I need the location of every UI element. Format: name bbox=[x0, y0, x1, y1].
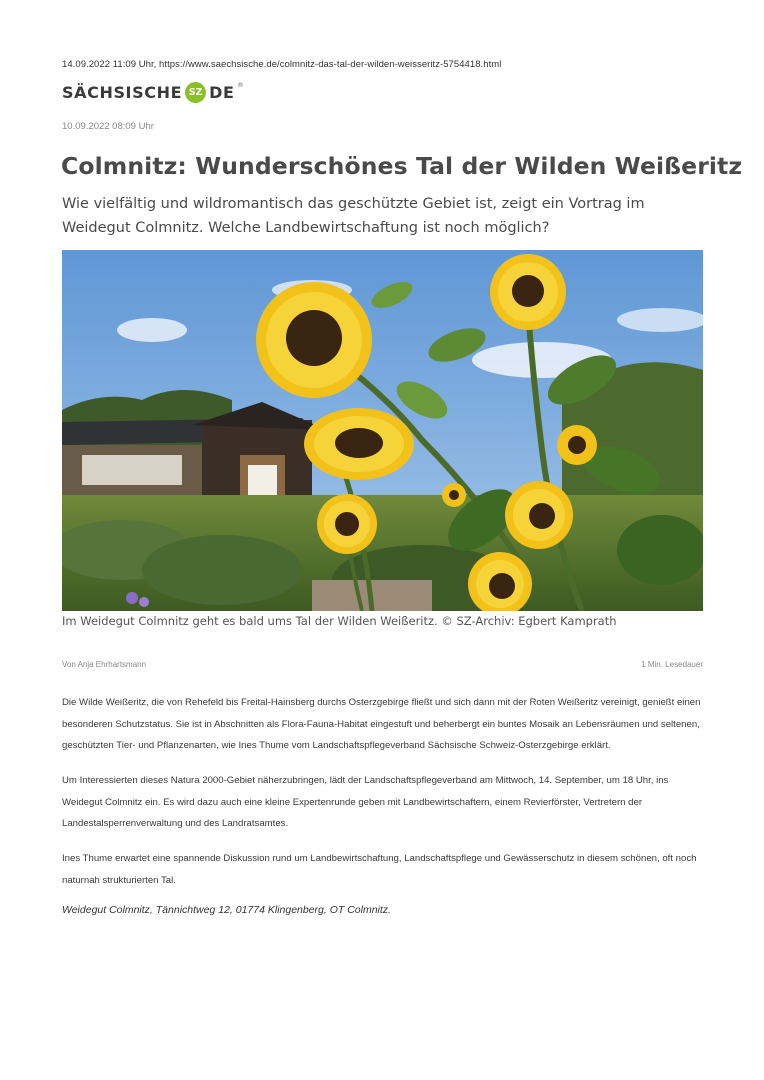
article-photo bbox=[62, 250, 703, 611]
author-byline: Von Anja Ehrhartsmann bbox=[62, 660, 147, 669]
reading-time: 1 Min. Lesedauer bbox=[641, 660, 703, 669]
sunflower-4 bbox=[317, 494, 377, 554]
sunflower-2 bbox=[490, 254, 566, 330]
photo-caption: Im Weidegut Colmnitz geht es bald ums Tal der Wilden Weißeritz. © SZ-Archiv: Egbert Kamprath bbox=[62, 614, 617, 628]
sunflower-1 bbox=[256, 282, 372, 398]
body-paragraph-2: Um Interessierten dieses Natura 2000-Gebiet näherzubringen, lädt der Landschaftspflegeverband am Mittwoch, 14. September, um 18 Uhr, ins Weidegut Colmnitz ein. Es wird dazu auch eine kleine Expertenrunde geben mit Landbewirtschaftern, einem Revierförster, Vertretern der Landestalsperrenverwaltung und des Landratsamtes. bbox=[62, 775, 669, 829]
body-paragraph-3: Ines Thume erwartet eine spannende Diskussion rund um Landbewirtschaftung, Landschaftspflege und Gewässerschutz in diesem schönen, oft noch naturnah strukturierten Tal. bbox=[62, 853, 697, 886]
publish-date: 10.09.2022 08:09 Uhr bbox=[62, 121, 154, 132]
logo-registered-mark: ® bbox=[237, 82, 244, 89]
site-logo[interactable] bbox=[62, 82, 244, 103]
article-meta bbox=[62, 660, 703, 669]
article-lead: Wie vielfältig und wildromantisch das geschützte Gebiet ist, zeigt ein Vortrag im Weidegut Colmnitz. Welche Landbewirtschaftung ist noch möglich? bbox=[62, 196, 645, 236]
body-paragraph-1: Die Wilde Weißeritz, die von Rehefeld bis Freital-Hainsberg durchs Osterzgebirge fließt und sich dann mit der Roten Weißeritz vereinigt, genießt einen besonderen Schutzstatus. Sie ist in Abschnitten als Flora-Fauna-Habitat eingestuft und beherbergt ein buntes Mosaik an Lebensräumen und seltenen, geschützten Tier- und Pflanzenarten, wie Ines Thume vom Landschaftspflegeverband Sächsische Schweiz-Osterzgebirge erklärt. bbox=[62, 697, 701, 751]
logo-wordmark: SÄCHSISCHE bbox=[62, 83, 183, 102]
sunflower-5 bbox=[505, 481, 573, 549]
sunflower-8 bbox=[442, 483, 466, 507]
logo-suffix: DE bbox=[209, 83, 235, 102]
sunflower-7 bbox=[557, 425, 597, 465]
logo-sz-badge: SZ bbox=[185, 82, 206, 103]
print-header: 14.09.2022 11:09 Uhr, https://www.saechsische.de/colmnitz-das-tal-der-wilden-weisseritz-5754418.html bbox=[62, 59, 502, 70]
article-title: Colmnitz: Wunderschönes Tal der Wilden Weißeritz bbox=[61, 152, 743, 180]
sunflower-3 bbox=[304, 408, 414, 480]
event-address: Weidegut Colmnitz, Tännichtweg 12, 01774 Klingenberg, OT Colmnitz. bbox=[62, 904, 391, 916]
sunflower-photo-illustration bbox=[62, 250, 703, 611]
